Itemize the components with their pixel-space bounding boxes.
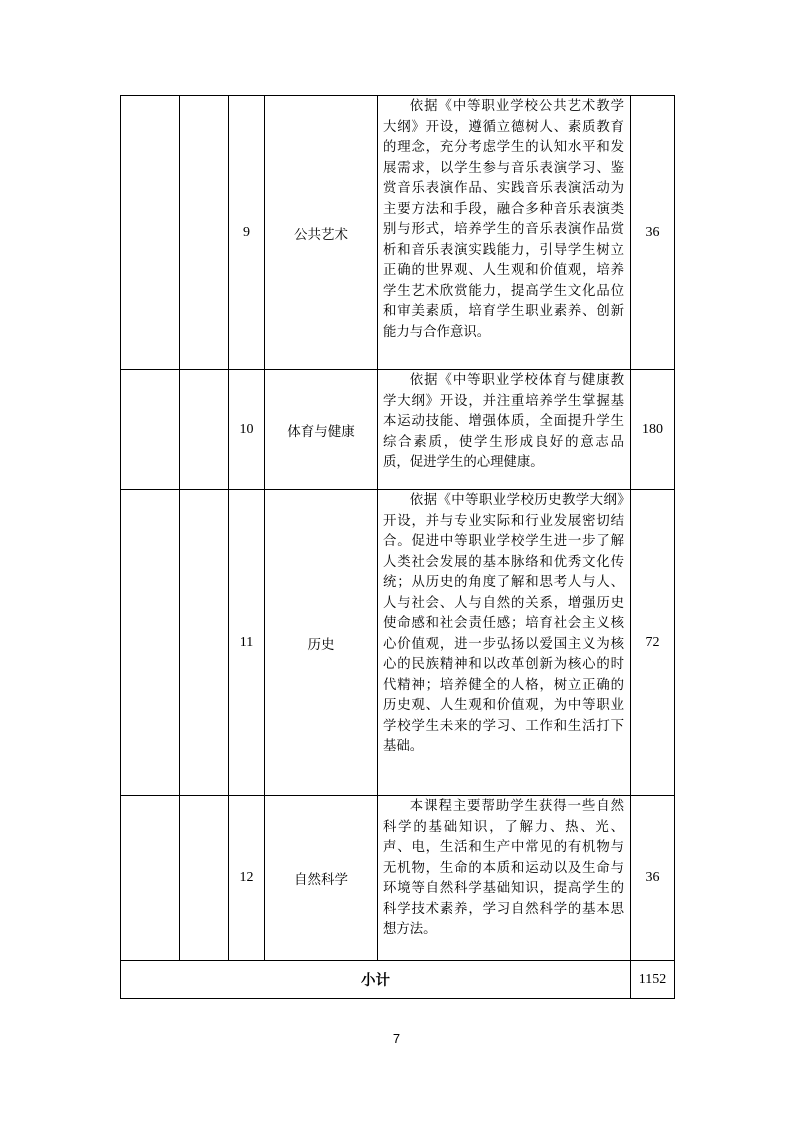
course-description-cell bbox=[378, 796, 631, 961]
table-row-course-10 bbox=[121, 370, 675, 490]
course-description: 依据《中等职业学校历史教学大纲》开设，并与专业实际和行业发展密切结合。促进中等职业学校学生进一步了解人类社会发展的基本脉络和优秀文化传统；从历史的角度了解和思考人与人、人与社会、人与自然的关系，增强历史使命感和社会责任感；培育社会主义核心价值观，进一步弘扬以爱国主义为核心的民族精神和以改革创新为核心的时代精神；培养健全的人格，树立正确的历史观、人生观和价值观，为中等职业学校学生未来的学习、工作和生活打下基础。 bbox=[383, 493, 624, 754]
course-hours: 180 bbox=[631, 370, 675, 490]
subcategory-cell bbox=[180, 96, 229, 370]
subcategory-cell bbox=[180, 796, 229, 961]
course-description-cell bbox=[378, 490, 631, 796]
course-description: 依据《中等职业学校体育与健康教学大纲》开设，并注重培养学生掌握基本运动技能、增强体质，全面提升学生综合素质，使学生形成良好的意志品质，促进学生的心理健康。 bbox=[383, 373, 624, 470]
table-row-course-11 bbox=[121, 490, 675, 796]
course-description-cell bbox=[378, 96, 631, 370]
total-value: 1152 bbox=[631, 961, 675, 999]
category-cell bbox=[121, 370, 180, 490]
subcategory-cell bbox=[180, 490, 229, 796]
table-row-course-12 bbox=[121, 796, 675, 961]
course-description: 本课程主要帮助学生获得一些自然科学的基础知识，了解力、热、光、声、电，生活和生产中常见的有机物与无机物，生命的本质和运动以及生命与环境等自然科学基础知识，提高学生的科学技术素养，学习自然科学的基本思想方法。 bbox=[383, 799, 624, 937]
course-number: 9 bbox=[229, 96, 265, 370]
category-cell bbox=[121, 796, 180, 961]
course-name: 公共艺术 bbox=[265, 96, 378, 370]
course-table bbox=[120, 95, 675, 999]
course-name: 自然科学 bbox=[265, 796, 378, 961]
category-cell bbox=[121, 490, 180, 796]
total-label: 小计 bbox=[121, 961, 631, 999]
course-name: 历史 bbox=[265, 490, 378, 796]
table-row-course-9 bbox=[121, 96, 675, 370]
course-hours: 36 bbox=[631, 796, 675, 961]
course-hours: 36 bbox=[631, 96, 675, 370]
course-number: 12 bbox=[229, 796, 265, 961]
subcategory-cell bbox=[180, 370, 229, 490]
page-number: 7 bbox=[392, 1031, 401, 1046]
category-cell bbox=[121, 96, 180, 370]
course-name: 体育与健康 bbox=[265, 370, 378, 490]
course-description: 依据《中等职业学校公共艺术教学大纲》开设，遵循立德树人、素质教育的理念，充分考虑学生的认知水平和发展需求，以学生参与音乐表演学习、鉴赏音乐表演作品、实践音乐表演活动为主要方法和手段，融合多种音乐表演类别与形式，培养学生的音乐表演作品赏析和音乐表演实践能力，引导学生树立正确的世界观、人生观和价值观，培养学生艺术欣赏能力，提高学生文化品位和审美素质，培育学生职业素养、创新能力与合作意识。 bbox=[383, 99, 624, 340]
course-description-cell bbox=[378, 370, 631, 490]
table-row-total bbox=[121, 961, 675, 999]
course-number: 11 bbox=[229, 490, 265, 796]
course-hours: 72 bbox=[631, 490, 675, 796]
course-number: 10 bbox=[229, 370, 265, 490]
